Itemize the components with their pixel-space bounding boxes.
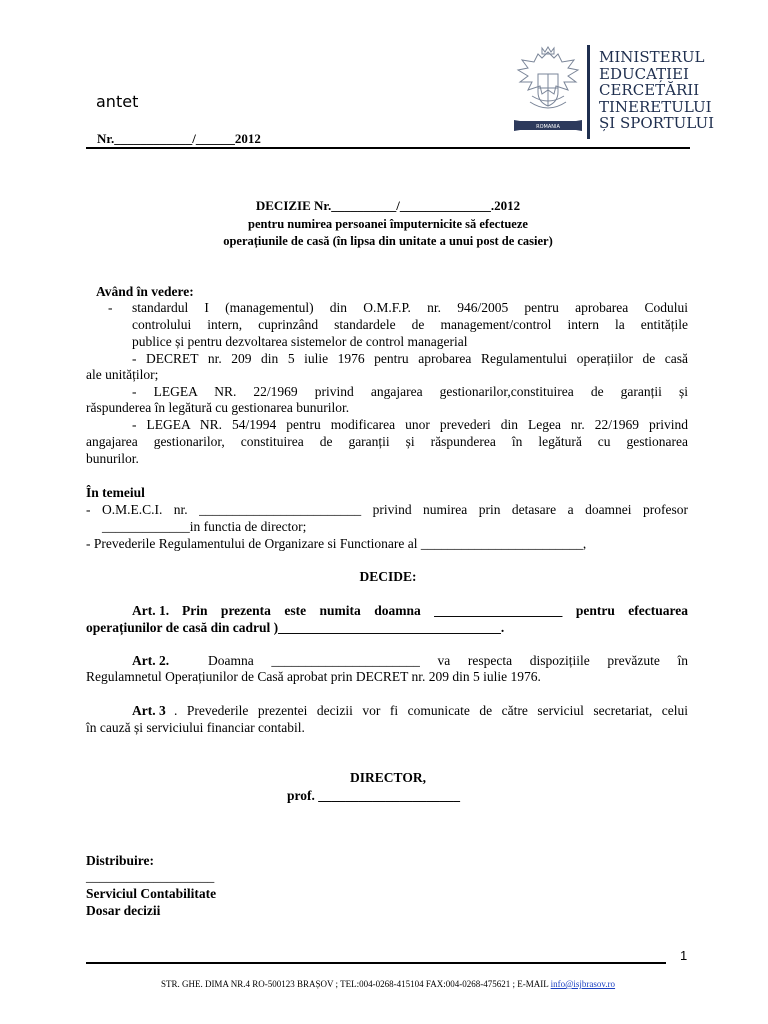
ministry-vertical-bar: [587, 45, 590, 139]
article-3-label: Art. 3: [132, 703, 166, 718]
considering-item-2-line-1: - DECRET nr. 209 din 5 iulie 1976 pentru aprobarea Regulamentului operațiilor de casă: [132, 351, 688, 366]
article-2-line-1: Doamna ______________________ va respecta dispozițiile prevăzute în: [208, 653, 688, 668]
considering-heading: Având în vedere:: [96, 284, 194, 299]
basis-heading: În temeiul: [86, 485, 145, 500]
basis-line-2: _____________in functia de director;: [102, 519, 307, 534]
considering-item-1-line-1: standardul I (managementul) din O.M.F.P. nr. 946/2005 pentru aprobarea Codului: [132, 300, 688, 315]
article-3-line-1: . Prevederile prezentei decizii vor fi comunicate de către serviciul secretariat, celui: [174, 703, 688, 718]
header-rule: [86, 147, 690, 149]
article-1-label: Art. 1.: [132, 603, 170, 618]
footer-rule: [86, 962, 666, 964]
ministry-line-4: TINERETULUI: [599, 97, 712, 116]
basis-line-1: - O.M.E.C.I. nr. ________________________ privind numirea prin detasare a doamnei profesor: [86, 502, 688, 517]
considering-item-4-line-1: - LEGEA NR. 54/1994 pentru modificarea unor prevederi din Legea nr. 22/1969 privind: [132, 417, 688, 432]
director-title: DIRECTOR,: [350, 770, 426, 785]
considering-item-4-line-3: bunurilor.: [86, 451, 139, 466]
basis-line-3: - Prevederile Regulamentului de Organizare si Functionare al ________________________,: [86, 536, 587, 551]
distribution-item-2: Dosar decizii: [86, 903, 161, 918]
distribution-item-1: Serviciul Contabilitate: [86, 886, 217, 901]
article-1-line-2: operațiunilor de casă din cadrul )_________________________________.: [86, 620, 505, 635]
document-number-line: Nr.____________/______2012: [97, 131, 261, 146]
decision-subtitle-1: pentru numirea persoanei împuternicite să efectueze: [248, 217, 528, 231]
article-2-line-2: Regulamnetul Operațiunilor de Casă aprobat prin DECRET nr. 209 din 5 iulie 1976.: [86, 669, 541, 684]
considering-item-3-line-1: - LEGEA NR. 22/1969 privind angajarea gestionarilor,constituirea de garanții și: [132, 384, 688, 399]
article-1-line-1: Prin prezenta este numita doamna ___________________ pentru efectuarea: [182, 603, 688, 618]
footer-address: [86, 979, 690, 989]
decides-heading: DECIDE:: [359, 569, 417, 584]
considering-dash: -: [108, 300, 113, 315]
distribution-heading: Distribuire:: [86, 853, 154, 868]
ministry-name: [599, 49, 714, 132]
emblem-banner-text: ROMANIA: [536, 124, 560, 130]
ministry-line-3: CERCETĂRII: [599, 81, 700, 99]
footer-address-text: STR. GHE. DIMA NR.4 RO-500123 BRAȘOV ; TEL:004-0268-415104 FAX:004-0268-475621 ; E-MAIL: [160, 979, 549, 989]
considering-item-1-line-3: publice și pentru dezvoltarea sistemelor de control managerial: [132, 334, 468, 349]
article-2-label: Art. 2.: [132, 653, 170, 668]
page-number: 1: [680, 948, 688, 963]
considering-item-1-line-2: controlului intern, cuprinzând standardele de management/control intern la entitățile: [132, 317, 688, 332]
ministry-line-5: ȘI SPORTULUI: [599, 114, 715, 132]
article-3-line-2: în cauză și serviciului financiar contabil.: [86, 720, 305, 735]
decision-subtitle-2: operațiunile de casă (în lipsa din unitate a unui post de casier): [223, 234, 553, 248]
considering-item-2-line-2: ale unităților;: [86, 367, 159, 382]
considering-item-3-line-2: răspunderea în legătură cu gestionarea bunurilor.: [86, 400, 350, 415]
considering-item-4-line-2: angajarea gestionarilor, constituirea de garanții și răspunderea în legătură cu gestionarea: [86, 434, 688, 449]
decision-title: DECIZIE Nr.__________/______________.2012: [255, 198, 521, 213]
distribution-line: ___________________: [86, 869, 215, 884]
director-name: prof. _____________________: [287, 788, 461, 803]
footer-email-link[interactable]: info@isjbrasov.ro: [550, 979, 616, 989]
ministry-line-1: MINISTERUL: [599, 48, 705, 66]
ministry-line-2: EDUCAȚIEI: [599, 64, 689, 83]
antet-label: antet: [96, 92, 139, 111]
